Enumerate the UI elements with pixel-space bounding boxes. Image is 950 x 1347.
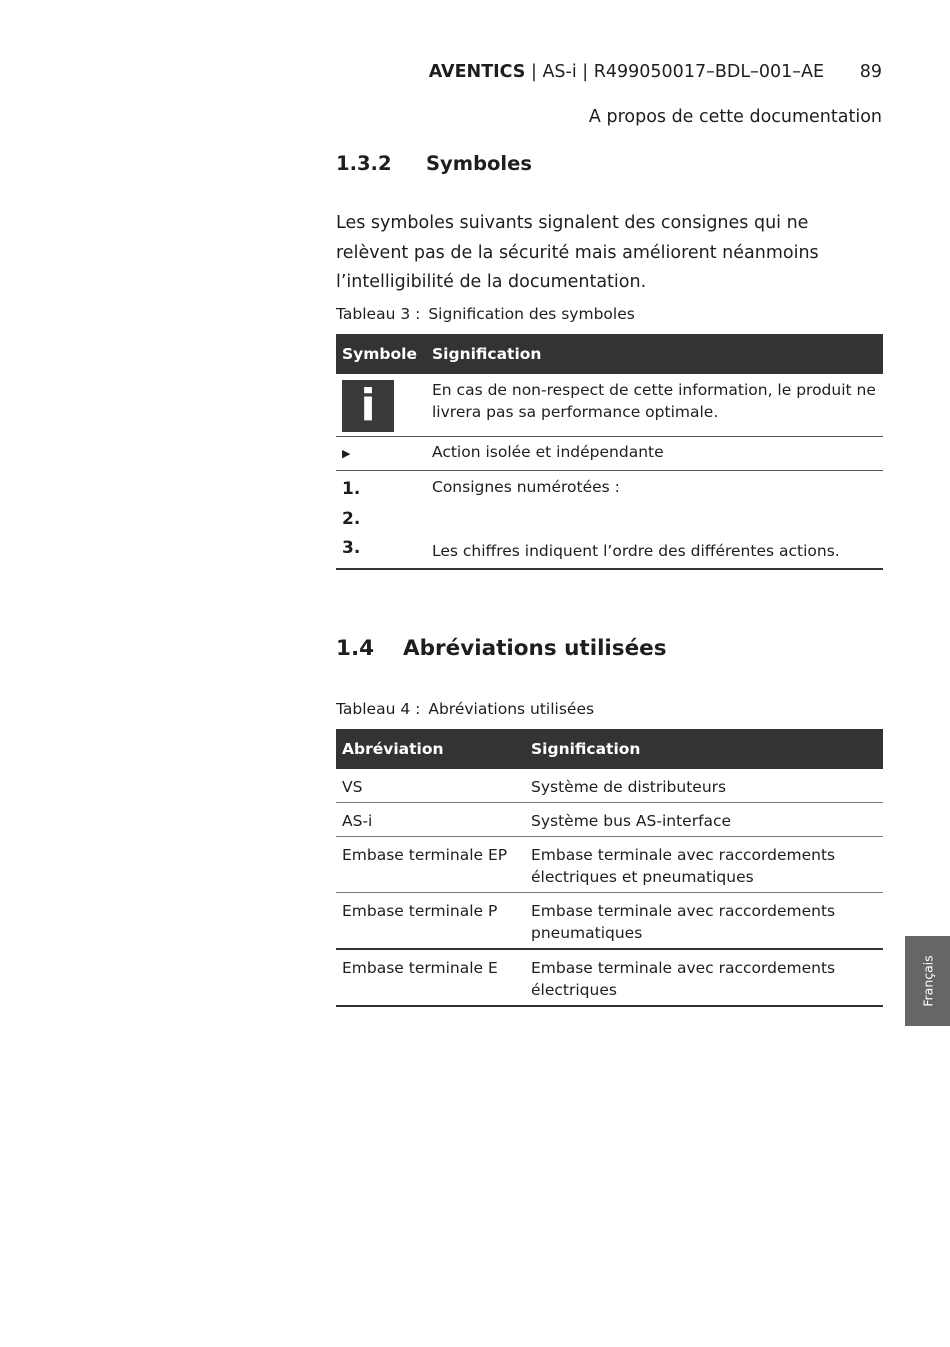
caption-text: Signification des symboles xyxy=(428,305,635,323)
column-header: Symbole xyxy=(336,334,426,374)
chapter-title: A propos de cette documentation xyxy=(588,107,882,127)
numbered-text-intro: Consignes numérotées : xyxy=(432,478,620,496)
symbol-cell xyxy=(336,437,426,471)
brand-name: AVENTICS xyxy=(428,62,526,82)
table-row xyxy=(336,471,883,569)
list-number: 2. xyxy=(342,508,361,529)
table-3-caption xyxy=(336,305,635,323)
symbols-table xyxy=(336,334,883,570)
document-reference: | AS-i | R499050017–BDL–001–AE xyxy=(525,62,824,82)
table-row xyxy=(336,803,883,837)
abbreviations-table xyxy=(336,729,883,1007)
column-header: Abréviation xyxy=(336,729,525,769)
intro-paragraph: Les symboles suivants signalent des consignes qui ne relèvent pas de la sécurité mais améliorent néanmoins l’intelligibilité de la documentation. xyxy=(336,213,819,292)
section-number: 1.3.2 xyxy=(336,152,392,175)
abbreviation-cell: Embase terminale P xyxy=(336,893,525,950)
info-icon: i xyxy=(342,380,394,432)
meaning-cell: Système bus AS-interface xyxy=(525,803,883,837)
list-number: 3. xyxy=(342,538,361,558)
meaning-cell: Embase terminale avec raccordements électriques et pneumatiques xyxy=(525,837,883,893)
meaning-cell: Système de distributeurs xyxy=(525,769,883,803)
table-row xyxy=(336,374,883,437)
caption-label: Tableau 3 : xyxy=(336,305,421,323)
meaning-cell: En cas de non-respect de cette information, le produit ne livrera pas sa performance optimale. xyxy=(426,374,883,437)
caption-label: Tableau 4 : xyxy=(336,700,421,718)
section-title: Abréviations utilisées xyxy=(403,636,667,661)
list-number: 1. xyxy=(342,479,361,499)
running-header xyxy=(336,62,882,82)
table-row xyxy=(336,949,883,1006)
page-number: 89 xyxy=(859,62,882,82)
table-row xyxy=(336,437,883,471)
column-header: Signification xyxy=(525,729,883,769)
symbol-cell xyxy=(336,374,426,437)
language-tab xyxy=(905,936,950,1026)
numbered-text-explanation: Les chiffres indiquent l’ordre des différentes actions. xyxy=(432,542,840,560)
table-header-row xyxy=(336,729,883,769)
table-row xyxy=(336,893,883,950)
symbol-cell xyxy=(336,471,426,569)
meaning-cell: Embase terminale avec raccordements pneumatiques xyxy=(525,893,883,950)
column-header: Signification xyxy=(426,334,883,374)
meaning-cell: Embase terminale avec raccordements électriques xyxy=(525,949,883,1006)
meaning-cell xyxy=(426,471,883,569)
table-4-caption xyxy=(336,700,594,718)
section-title: Symboles xyxy=(426,152,532,175)
table-row xyxy=(336,837,883,893)
table-header-row xyxy=(336,334,883,374)
arrow-right-icon: ▶ xyxy=(342,447,351,460)
abbreviation-cell: AS-i xyxy=(336,803,525,837)
caption-text: Abréviations utilisées xyxy=(428,700,595,718)
abbreviation-cell: Embase terminale EP xyxy=(336,837,525,893)
section-heading-abbreviations xyxy=(336,636,667,661)
abbreviation-cell: Embase terminale E xyxy=(336,949,525,1006)
table-row xyxy=(336,769,883,803)
section-number: 1.4 xyxy=(336,636,375,661)
section-heading-symbols xyxy=(336,152,532,175)
language-tab-label: Français xyxy=(920,955,935,1007)
meaning-cell: Action isolée et indépendante xyxy=(426,437,883,471)
abbreviation-cell: VS xyxy=(336,769,525,803)
